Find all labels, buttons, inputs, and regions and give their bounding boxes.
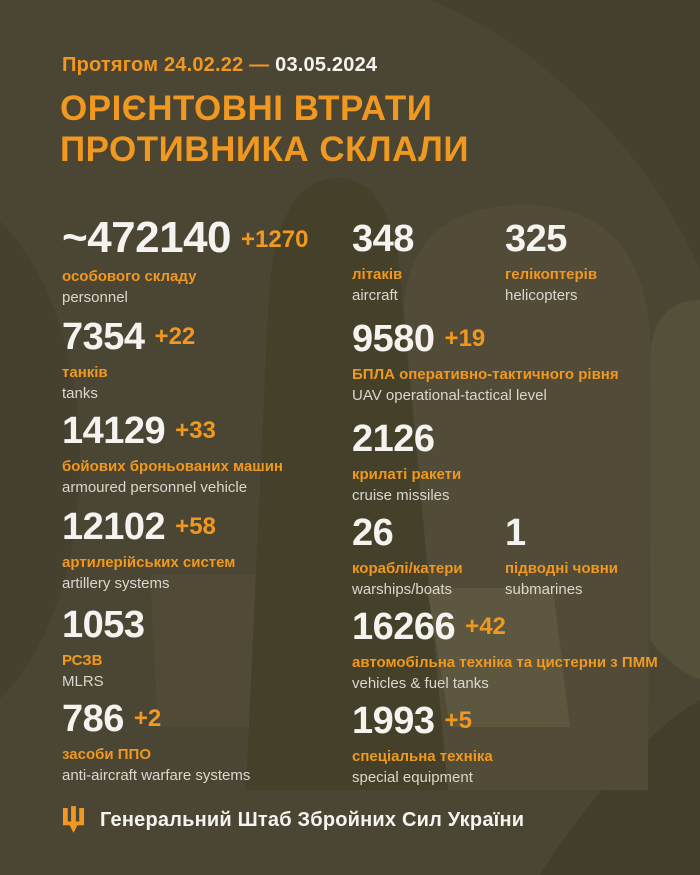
stat-label-uk: бойових броньованих машин — [62, 458, 283, 475]
stat-label-en: personnel — [62, 289, 128, 306]
stat-value: 14129 — [62, 410, 166, 452]
stat-tanks — [62, 318, 195, 404]
stat-value: 16266 — [352, 606, 456, 648]
stat-label-uk: засоби ППО — [62, 746, 151, 763]
period-date: 03.05.2024 — [275, 54, 378, 76]
stat-label-uk: танків — [62, 364, 108, 381]
stat-armoured-vehicles — [62, 412, 283, 498]
stat-label-en: artillery systems — [62, 575, 170, 592]
stat-label-en: warships/boats — [352, 581, 453, 598]
stat-value: 1993 — [352, 700, 435, 742]
stat-label-uk: кораблі/катери — [352, 560, 463, 577]
stat-label-uk: автомобільна техніка та цистерни з ПММ — [352, 654, 658, 671]
stat-label-uk: крилаті ракети — [352, 466, 462, 483]
stat-uav — [352, 320, 619, 406]
stat-label-uk: РСЗВ — [62, 652, 103, 669]
stat-label-en: tanks — [62, 385, 98, 402]
stat-label-en: vehicles & fuel tanks — [352, 675, 489, 692]
title-line-2: ПРОТИВНИКА СКЛАЛИ — [60, 130, 469, 169]
stat-value: 1 — [505, 512, 526, 554]
stat-helicopters — [505, 220, 597, 306]
stat-delta: +19 — [444, 325, 486, 352]
stat-aircraft — [352, 220, 414, 306]
org-name: Генеральний Штаб Збройних Сил України — [100, 809, 525, 831]
stat-special-equipment — [352, 702, 493, 788]
stat-label-en: armoured personnel vehicle — [62, 479, 248, 496]
stat-label-uk: артилерійських систем — [62, 554, 236, 571]
stat-value: 9580 — [352, 318, 435, 360]
stat-value: 348 — [352, 218, 414, 260]
stat-label-uk: гелікоптерів — [505, 266, 598, 283]
stat-delta: +42 — [465, 613, 506, 640]
stat-label-en: special equipment — [352, 769, 473, 786]
stat-value: 2126 — [352, 418, 435, 460]
stat-delta: +22 — [154, 323, 196, 350]
stat-delta: +33 — [175, 417, 216, 444]
stat-label-uk: особового складу — [62, 268, 197, 285]
stat-anti-aircraft — [62, 700, 250, 786]
stat-value: 786 — [62, 698, 124, 740]
stat-delta: +1270 — [241, 226, 309, 253]
period-prefix: Протягом 24.02.22 — — [62, 54, 270, 76]
title-line-1: ОРІЄНТОВНІ ВТРАТИ — [60, 89, 433, 128]
stat-label-en: cruise missiles — [352, 487, 450, 504]
trident-icon — [62, 806, 85, 835]
stat-value: 7354 — [62, 316, 145, 358]
report-period — [62, 54, 377, 77]
stat-value: ~472140 — [62, 213, 232, 262]
stat-submarines — [505, 514, 618, 600]
stat-label-en: aircraft — [352, 287, 398, 304]
stat-label-en: helicopters — [505, 287, 578, 304]
page-title — [60, 88, 469, 170]
stat-value: 325 — [505, 218, 567, 260]
stat-mlrs — [62, 606, 145, 692]
stat-label-en: submarines — [505, 581, 583, 598]
stat-label-en: MLRS — [62, 673, 104, 690]
stat-vehicles-fuel — [352, 608, 658, 694]
stat-personnel — [62, 213, 309, 308]
stat-value: 1053 — [62, 604, 145, 646]
stat-value: 12102 — [62, 506, 166, 548]
stat-delta: +2 — [133, 705, 162, 732]
stat-value: 26 — [352, 512, 394, 554]
stat-label-uk: спеціальна техніка — [352, 748, 493, 765]
stat-label-en: UAV operational-tactical level — [352, 387, 547, 404]
stat-label-uk: літаків — [352, 266, 403, 283]
stat-warships — [352, 514, 463, 600]
stat-artillery — [62, 508, 235, 594]
footer — [62, 806, 524, 835]
stat-delta: +5 — [444, 707, 472, 734]
stat-label-en: anti-aircraft warfare systems — [62, 767, 251, 784]
stat-delta: +58 — [175, 513, 216, 540]
stat-label-uk: підводні човни — [505, 560, 619, 577]
stat-label-uk: БПЛА оперативно-тактичного рівня — [352, 366, 619, 383]
stat-cruise-missiles — [352, 420, 461, 506]
